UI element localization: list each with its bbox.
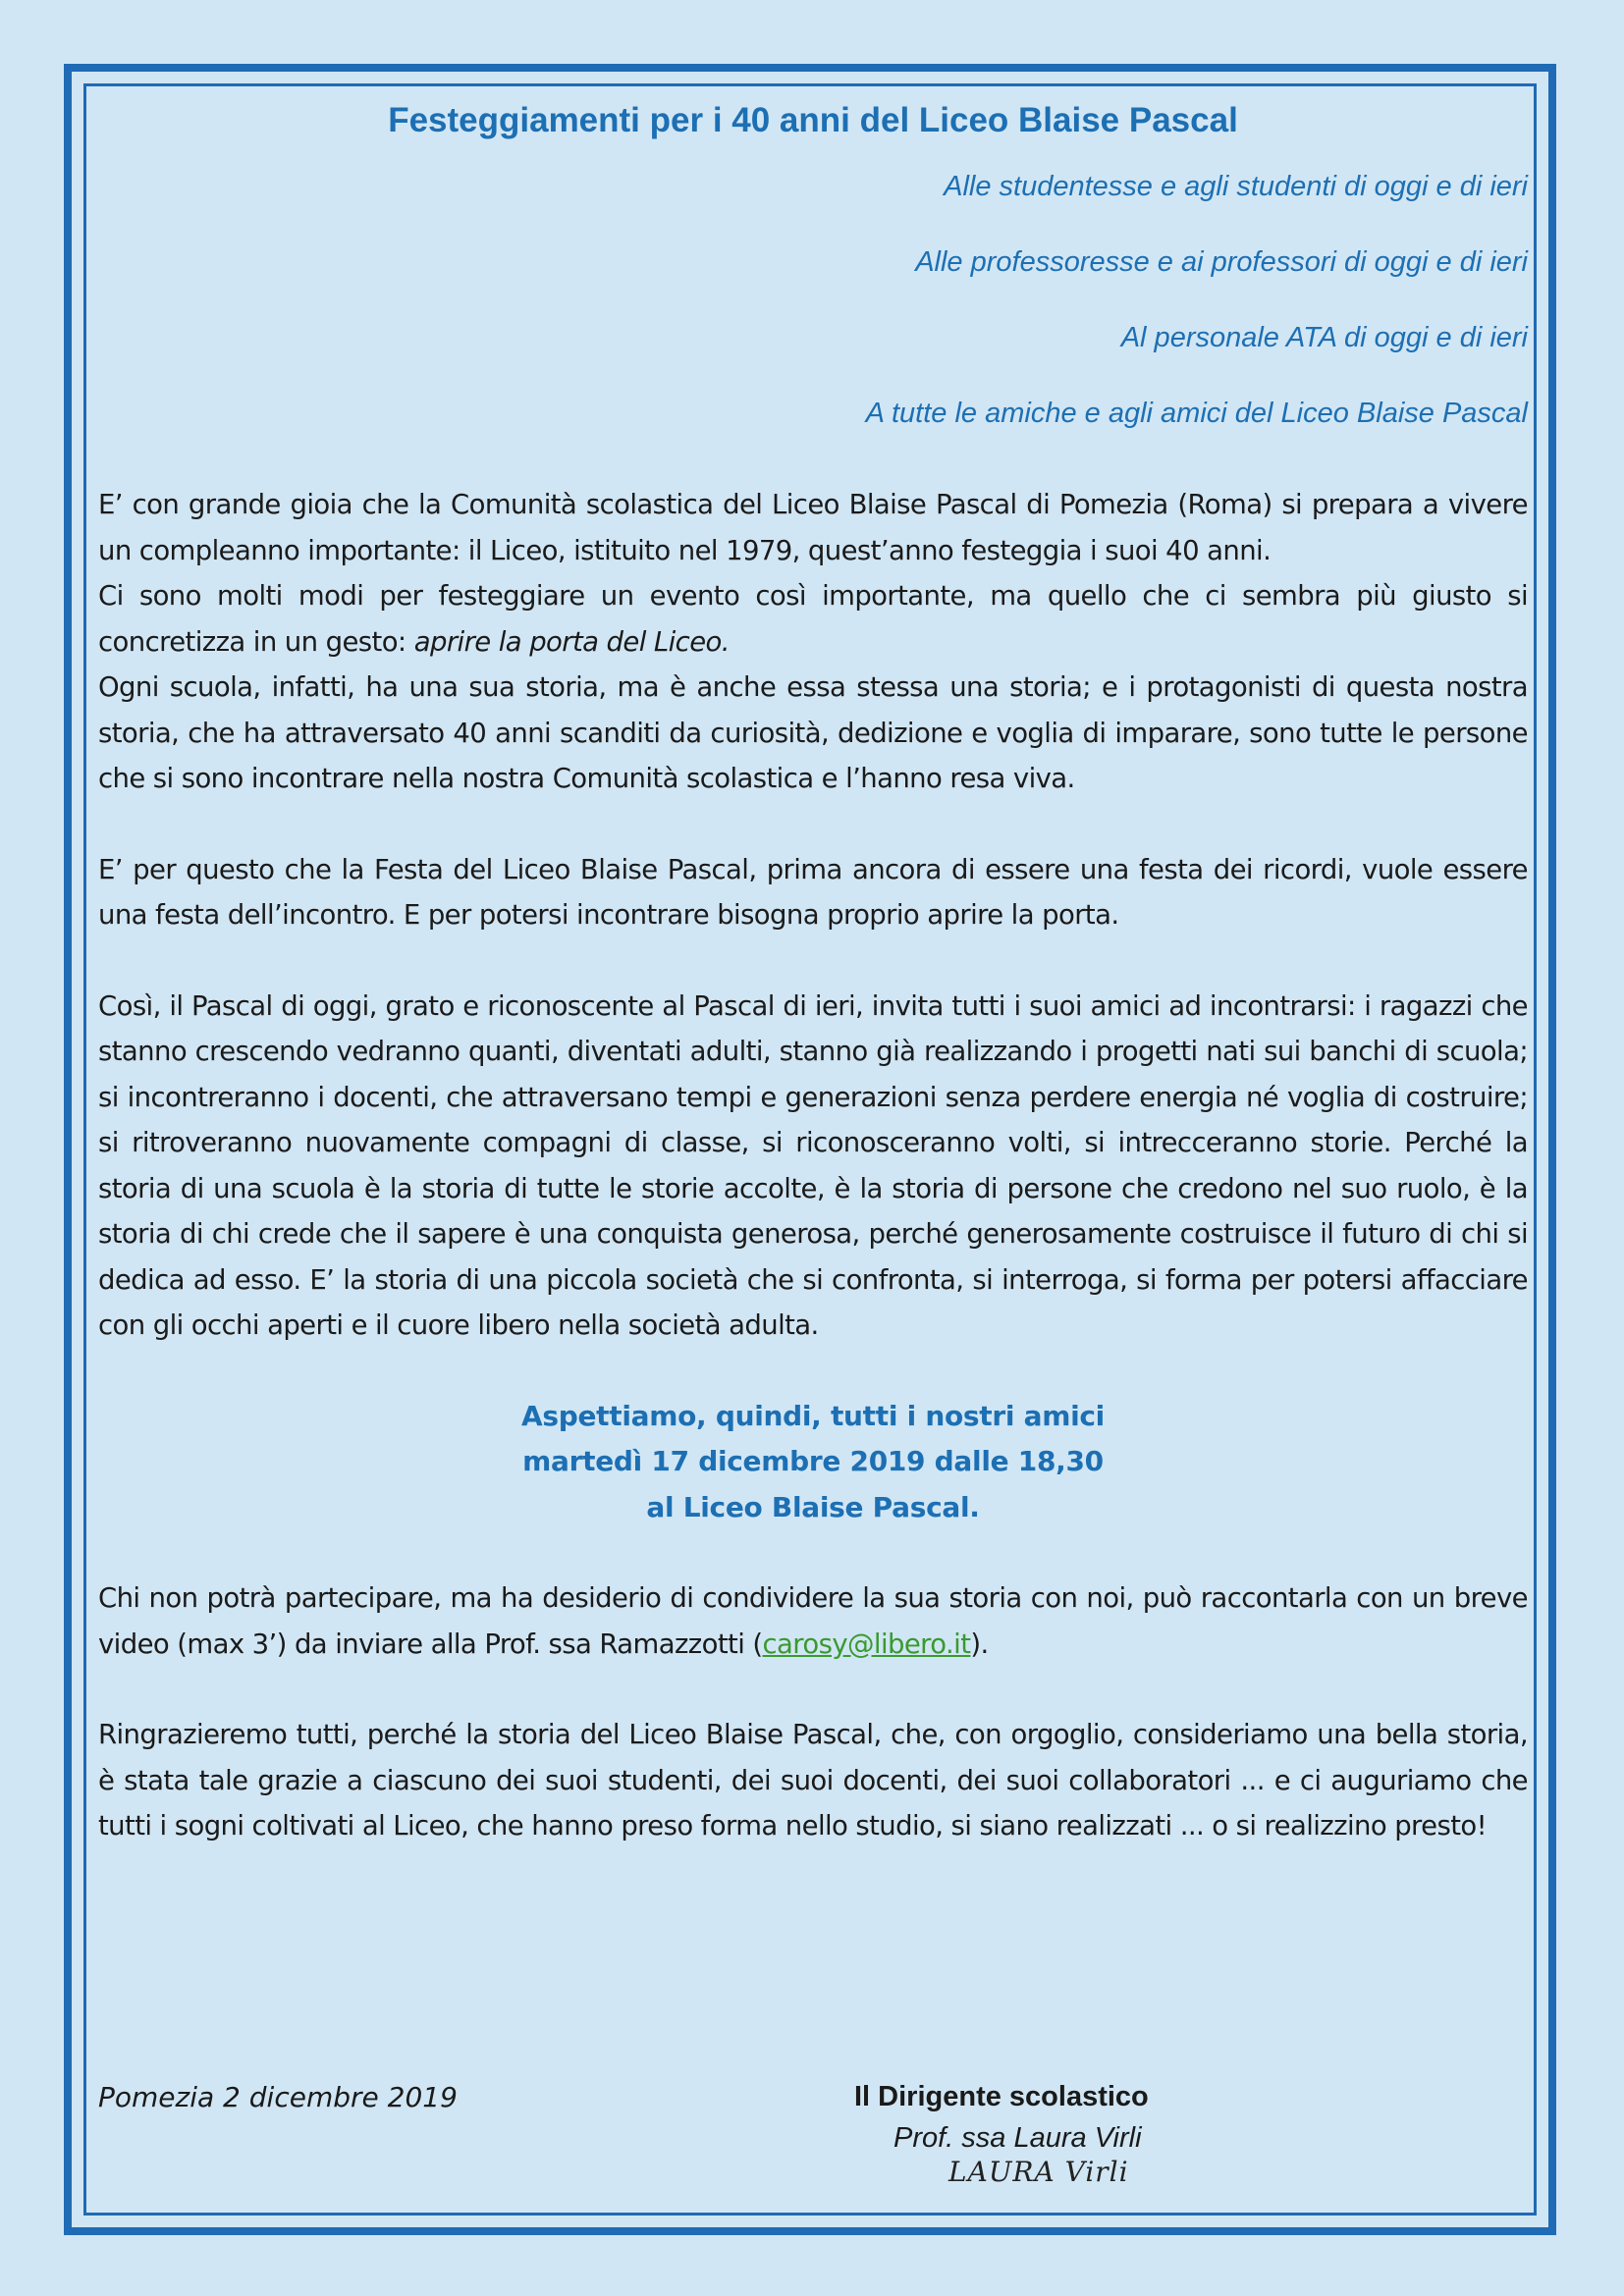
invitation-block <box>98 1394 1528 1531</box>
invitation-line: Aspettiamo, quindi, tutti i nostri amici <box>521 1399 1105 1432</box>
paragraph: Ogni scuola, infatti, ha una sua storia, ma è anche essa stessa una storia; e i protagonisti di questa nostra storia, che ha attraversato 40 anni scanditi da curiosità, dedizione e voglia di imparare, sono tutte le persone che si sono incontrare nella nostra Comunità scolastica e l’hanno resa viva. <box>98 671 1528 794</box>
letter-content <box>98 93 1528 1849</box>
place-date: Pomezia 2 dicembre 2019 <box>98 2081 458 2113</box>
paragraph-text: Ci sono molti modi per festeggiare un evento così importante, ma quello che ci sembra più giusto si concretizza in un gesto: <box>98 580 1528 658</box>
addressee-line: Alle studentesse e agli studenti di oggi e di ieri <box>944 171 1528 202</box>
handwritten-signature: LAURA Virli <box>948 2156 1129 2188</box>
signer-role: Il Dirigente scolastico <box>854 2081 1149 2112</box>
invitation-line: martedì 17 dicembre 2019 dalle 18,30 <box>522 1445 1104 1477</box>
email-link[interactable]: carosy@libero.it <box>762 1628 971 1660</box>
addressee-list <box>98 166 1528 468</box>
addressee-line: Alle professoresse e ai professori di oggi e di ieri <box>915 246 1528 278</box>
paragraph: Ringrazieremo tutti, perché la storia del Liceo Blaise Pascal, che, con orgoglio, consideriamo una bella storia, è stata tale grazie a ciascuno dei suoi studenti, dei suoi docenti, dei suoi collaboratori ... e ci auguriamo che tutti i sogni coltivati al Liceo, che hanno preso forma nello studio, si siano realizzati ... o si realizzino presto! <box>98 1719 1528 1842</box>
paragraph-text: Chi non potrà partecipare, ma ha desiderio di condividere la sua storia con noi, può raccontarla con un breve video (max 3’) da inviare alla Prof. ssa Ramazzotti ( <box>98 1582 1528 1660</box>
paragraph-text: ). <box>970 1628 989 1660</box>
invitation-line: al Liceo Blaise Pascal. <box>646 1490 980 1523</box>
paragraph: Così, il Pascal di oggi, grato e riconoscente al Pascal di ieri, invita tutti i suoi amici ad incontrarsi: i ragazzi che stanno crescendo vedranno quanti, diventati adulti, stanno già realizzando i progetti nati sui banchi di scuola; si incontreranno i docenti, che attraversano tempi e generazioni senza perdere energia né voglia di costruire; si ritroveranno nuovamente compagni di classe, si riconosceranno volti, si intrecceranno storie. Perché la storia di una scuola è la storia di tutte le storie accolte, è la storia di persone che credono nel suo ruolo, è la storia di chi crede che il sapere è una conquista generosa, perché generosamente costruisce il futuro di chi si dedica ad esso. E’ la storia di una piccola società che si confronta, si interroga, si forma per potersi affacciare con gli occhi aperti e il cuore libero nella società adulta. <box>98 989 1528 1341</box>
paragraph: E’ con grande gioia che la Comunità scolastica del Liceo Blaise Pascal di Pomezia (Roma) si prepara a vivere un compleanno importante: il Liceo, istituito nel 1979, quest’anno festeggia i suoi 40 anni. <box>98 489 1528 566</box>
letter-body <box>98 482 1528 1849</box>
addressee-line: Al personale ATA di oggi e di ieri <box>1120 322 1528 353</box>
page-title: Festeggiamenti per i 40 anni del Liceo Blaise Pascal <box>388 101 1238 139</box>
paragraph: E’ per questo che la Festa del Liceo Blaise Pascal, prima ancora di essere una festa dei ricordi, vuole essere una festa dell’incontro. E per potersi incontrare bisogna proprio aprire la porta. <box>98 853 1528 931</box>
paragraph <box>98 573 1528 665</box>
paragraph <box>98 1575 1528 1667</box>
letter-footer <box>98 2081 1528 2199</box>
addressee-line: A tutte le amiche e agli amici del Liceo Blaise Pascal <box>865 398 1528 429</box>
signer-name: Prof. ssa Laura Virli <box>893 2122 1142 2154</box>
paragraph-emphasis: aprire la porta del Liceo. <box>413 625 730 658</box>
